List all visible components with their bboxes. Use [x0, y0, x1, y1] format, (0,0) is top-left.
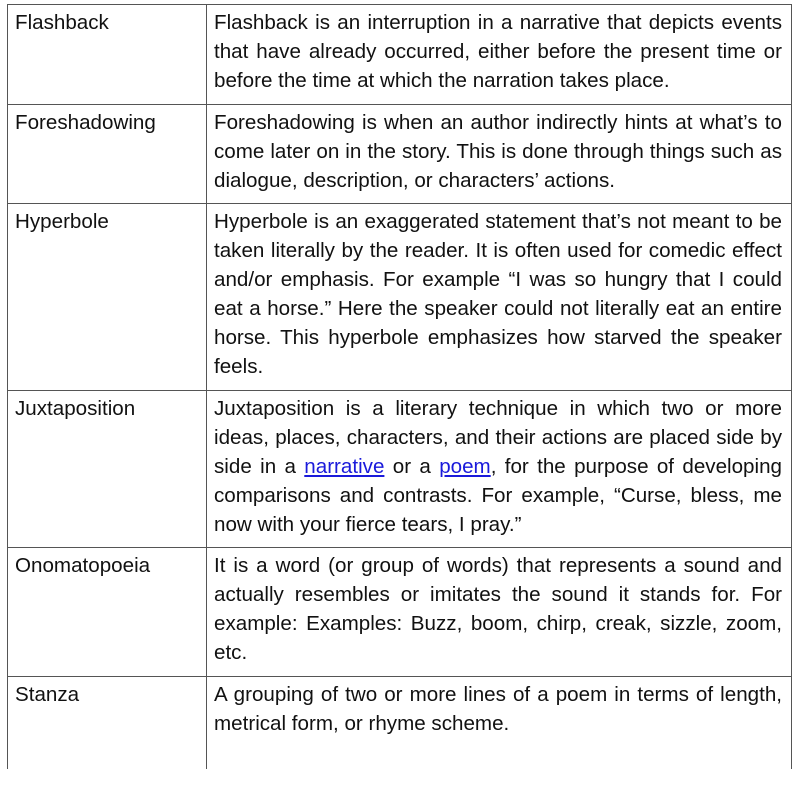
definition-text-part: Juxtaposition is a literary technique in which two or more ideas, places, characters, and their actions are placed side by side in a — [214, 396, 782, 478]
definition-text-part: , for the purpose of developing comparisons and contrasts. For example, “Curse, bless, me now with your fierce tears, I pray.” — [214, 454, 782, 536]
table-row — [8, 104, 792, 204]
glossary-table — [7, 4, 792, 769]
term-cell-hyperbole: Hyperbole — [8, 204, 207, 390]
narrative-link[interactable]: narrative — [304, 454, 385, 478]
table-row — [8, 677, 792, 769]
definition-cell-foreshadowing: Foreshadowing is when an author indirectly hints at what’s to come later on in the story. This is done through things such as dialogue, description, or characters’ actions. — [207, 104, 792, 204]
table-row — [8, 5, 792, 105]
definition-cell-juxtaposition — [207, 390, 792, 548]
table-row — [8, 548, 792, 677]
definition-text-part: or a — [384, 454, 440, 478]
definition-cell-hyperbole: Hyperbole is an exaggerated statement that’s not meant to be taken literally by the reader. It is often used for comedic effect and/or emphasis. For example “I was so hungry that I could eat a horse.” Here the speaker could not literally eat an entire horse. This hyperbole emphasizes how starved the speaker feels. — [207, 204, 792, 390]
definition-cell-stanza: A grouping of two or more lines of a poem in terms of length, metrical form, or rhyme scheme. — [207, 677, 792, 769]
term-cell-juxtaposition: Juxtaposition — [8, 390, 207, 548]
definition-cell-onomatopoeia: It is a word (or group of words) that represents a sound and actually resembles or imitates the sound it stands for. For example: Examples: Buzz, boom, chirp, creak, sizzle, zoom, etc. — [207, 548, 792, 677]
glossary-table-body — [8, 5, 792, 769]
poem-link[interactable]: poem — [439, 454, 491, 478]
term-cell-onomatopoeia: Onomatopoeia — [8, 548, 207, 677]
term-cell-flashback: Flashback — [8, 5, 207, 105]
table-row — [8, 204, 792, 390]
term-cell-foreshadowing: Foreshadowing — [8, 104, 207, 204]
definition-cell-flashback: Flashback is an interruption in a narrative that depicts events that have already occurred, either before the present time or before the time at which the narration takes place. — [207, 5, 792, 105]
term-cell-stanza: Stanza — [8, 677, 207, 769]
table-row — [8, 390, 792, 548]
